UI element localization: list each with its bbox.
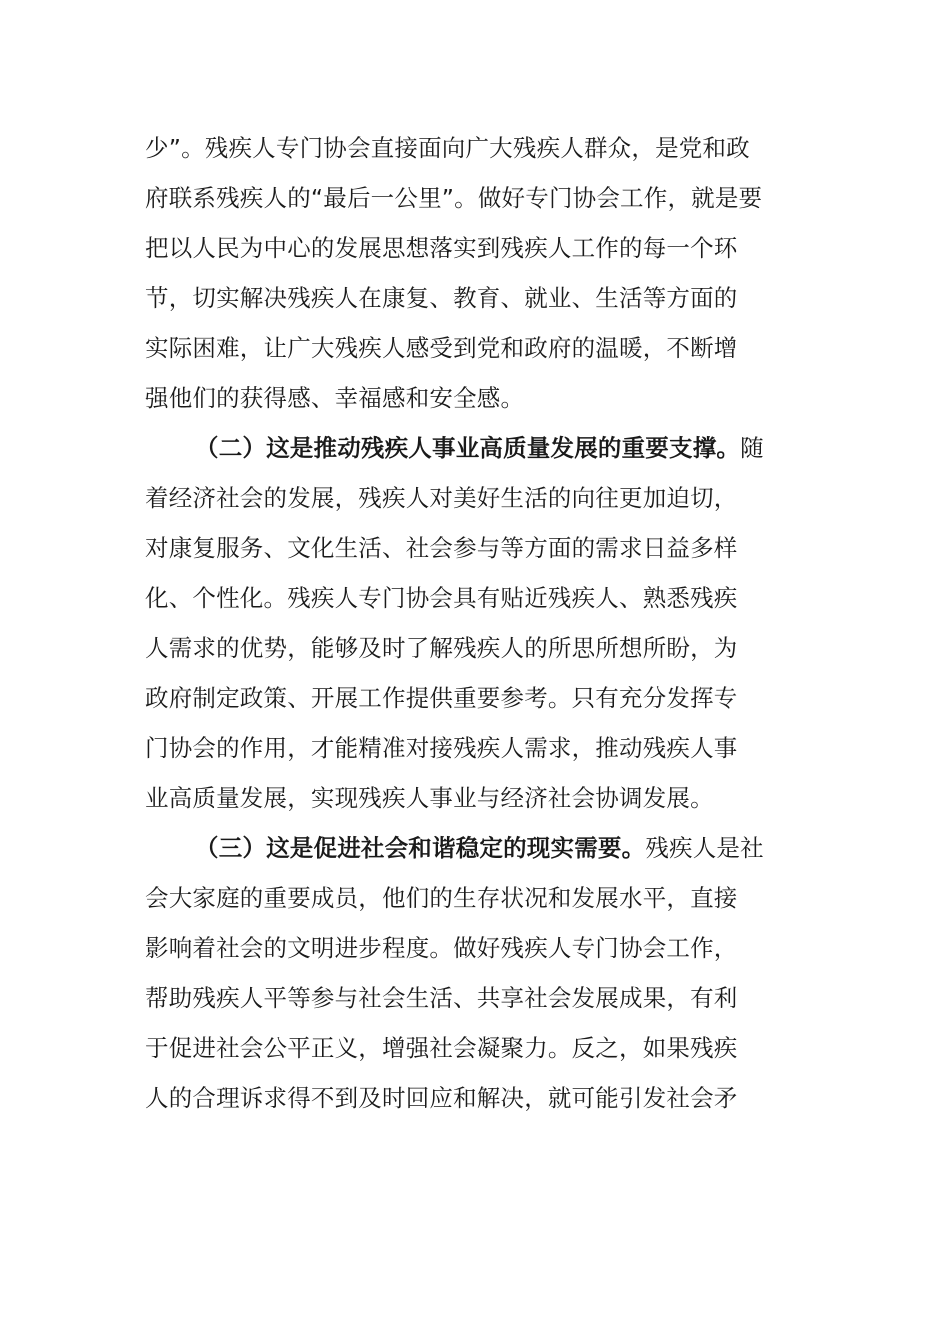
paragraph-1 [145,123,803,423]
text-line: 把以人民为中心的发展思想落实到残疾人工作的每一个环 [145,234,738,262]
text-line: 于促进社会公平正义，增强社会凝聚力。反之，如果残疾 [145,1034,738,1062]
text-line: 节，切实解决残疾人在康复、教育、就业、生活等方面的 [145,284,738,312]
paragraph-section-3 [145,823,803,1123]
text-line: 人的合理诉求得不到及时回应和解决，就可能引发社会矛 [145,1084,738,1112]
document-body [145,123,803,1123]
text-line: 影响着社会的文明进步程度。做好残疾人专门协会工作， [145,934,738,962]
section-3-heading: （三）这是促进社会和谐稳定的现实需要。 [195,834,646,862]
text-line: 会大家庭的重要成员，他们的生存状况和发展水平，直接 [145,884,738,912]
section-2-first-line [145,423,803,473]
text-line: 帮助残疾人平等参与社会生活、共享社会发展成果，有利 [145,984,738,1012]
text-line: 着经济社会的发展，残疾人对美好生活的向往更加迫切， [145,484,738,512]
text-line: 业高质量发展，实现残疾人事业与经济社会协调发展。 [145,784,714,812]
section-3-first-line [145,823,803,873]
text-line: 少”。残疾人专门协会直接面向广大残疾人群众，是党和政 [145,134,750,162]
text-line: 化、个性化。残疾人专门协会具有贴近残疾人、熟悉残疾 [145,584,738,612]
text-line: 实际困难，让广大残疾人感受到党和政府的温暖，不断增 [145,334,738,362]
paragraph-section-2 [145,423,803,823]
section-2-heading: （二）这是推动残疾人事业高质量发展的重要支撑。 [195,434,741,462]
text-line: 强他们的获得感、幸福感和安全感。 [145,384,525,412]
text-line: 人需求的优势，能够及时了解残疾人的所思所想所盼，为 [145,634,738,662]
text-line: 门协会的作用，才能精准对接残疾人需求，推动残疾人事 [145,734,738,762]
text-line: 府联系残疾人的“最后一公里”。做好专门协会工作，就是要 [145,184,763,212]
text-line: 政府制定政策、开展工作提供重要参考。只有充分发挥专 [145,684,738,712]
section-3-first-line-text: 残疾人是社 [645,834,764,862]
text-line: 对康复服务、文化生活、社会参与等方面的需求日益多样 [145,534,738,562]
section-2-first-line-text: 随 [740,434,764,462]
